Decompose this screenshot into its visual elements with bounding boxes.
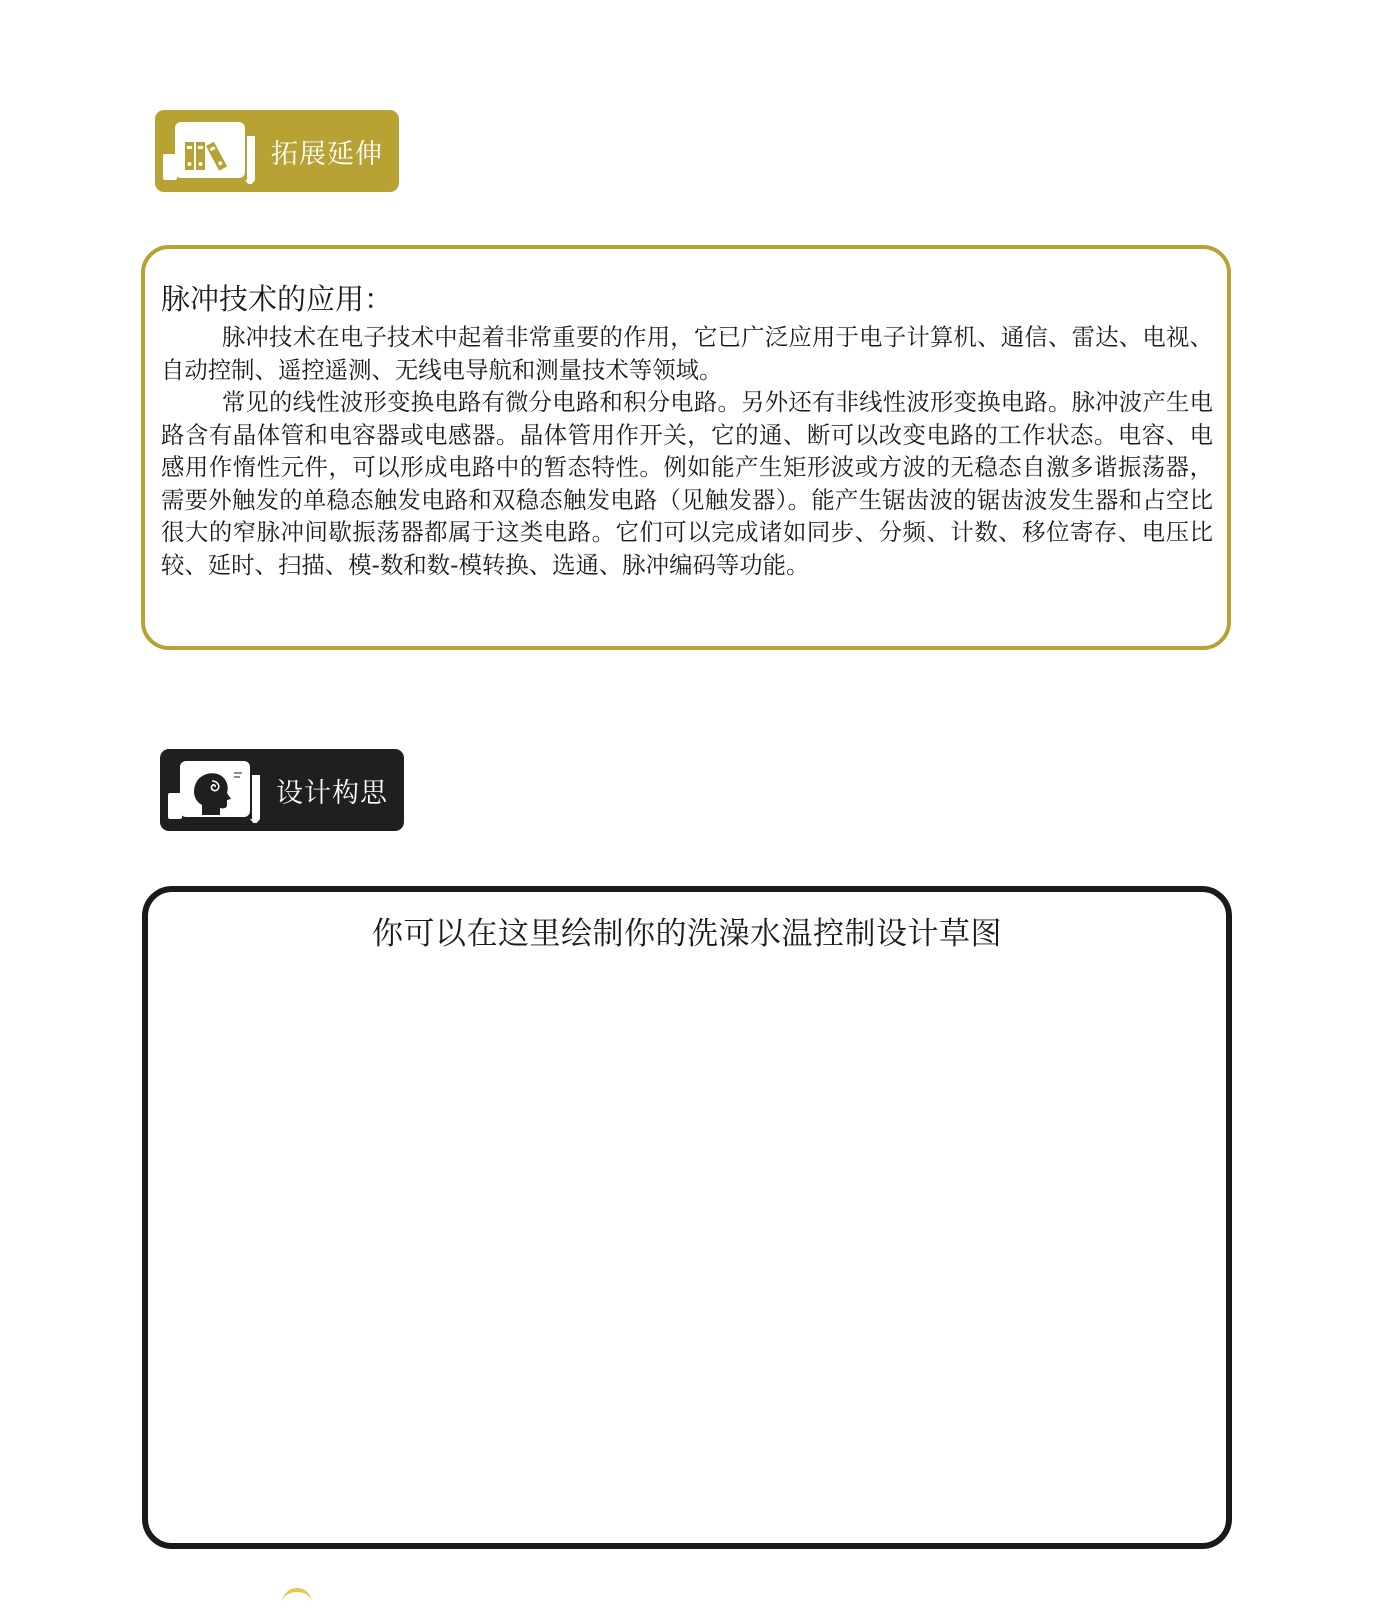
section-tab-design <box>160 749 404 831</box>
decorative-arc <box>282 1588 312 1618</box>
section-tab-extension <box>155 110 399 192</box>
info-paragraph: 脉冲技术在电子技术中起着非常重要的作用，它已广泛应用于电子计算机、通信、雷达、电视、自动控制、遥控遥测、无线电导航和测量技术等领域。 <box>161 323 1213 384</box>
sketch-caption: 你可以在这里绘制你的洗澡水温控制设计草图 <box>372 916 1002 952</box>
binders-icon <box>161 118 261 184</box>
thinking-head-icon <box>166 757 266 823</box>
section-tab-label: 拓展延伸 <box>271 138 383 170</box>
section-tab-label: 设计构思 <box>276 777 388 809</box>
info-title: 脉冲技术的应用： <box>161 282 394 316</box>
sketch-area[interactable] <box>142 886 1232 1549</box>
info-paragraph: 常见的线性波形变换电路有微分电路和积分电路。另外还有非线性波形变换电路。脉冲波产生电路含有晶体管和电容器或电感器。晶体管用作开关，它的通、断可以改变电路的工作状态。电容、电感用作惰性元件，可以形成电路中的暂态特性。例如能产生矩形波或方波的无稳态自激多谐振荡器，需要外触发的单稳态触发电路和双稳态触发电路（见触发器）。能产生锯齿波的锯齿波发生器和占空比很大的窄脉冲间歇振荡器都属于这类电路。它们可以完成诸如同步、分频、计数、移位寄存、电压比较、延时、扫描、模-数和数-模转换、选通、脉冲编码等功能。 <box>161 388 1213 579</box>
info-panel <box>141 245 1231 650</box>
